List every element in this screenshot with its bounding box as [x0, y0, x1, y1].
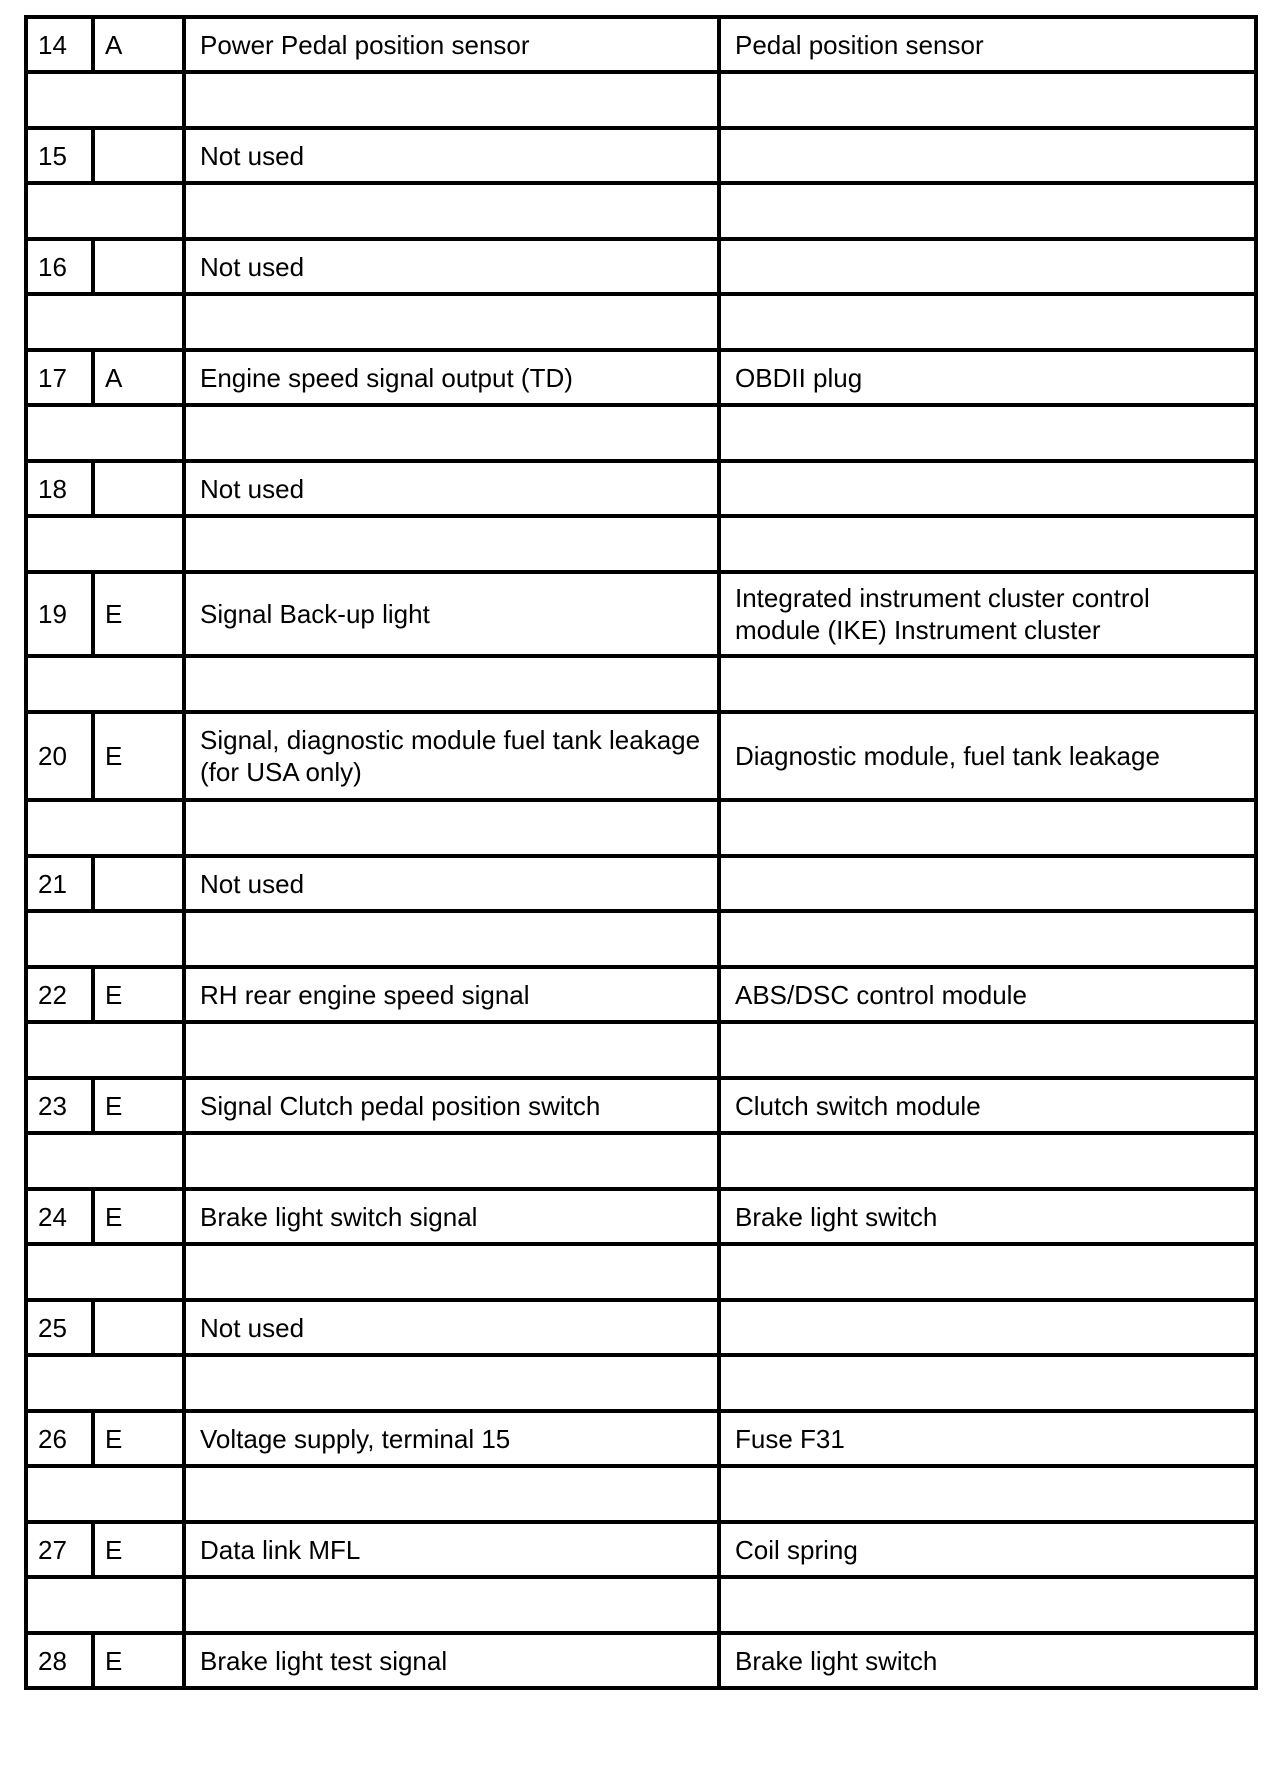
description-cell: Engine speed signal output (TD) — [184, 350, 719, 405]
empty-cell — [719, 1355, 1256, 1411]
signal-type-cell: E — [93, 1522, 184, 1577]
empty-cell — [26, 1133, 184, 1189]
empty-cell — [26, 72, 184, 128]
description-cell: Not used — [184, 856, 719, 911]
table-row — [26, 1189, 1256, 1244]
pin-number-cell: 18 — [26, 461, 93, 516]
empty-cell — [184, 800, 719, 856]
empty-cell — [719, 183, 1256, 239]
component-cell: Integrated instrument cluster control module (IKE) Instrument cluster — [719, 572, 1256, 656]
pin-assignment-table — [24, 15, 1258, 1690]
spacer-row — [26, 1244, 1256, 1300]
signal-type-cell: E — [93, 1411, 184, 1466]
empty-cell — [719, 656, 1256, 712]
empty-cell — [184, 1577, 719, 1633]
empty-cell — [26, 1466, 184, 1522]
component-cell: OBDII plug — [719, 350, 1256, 405]
spacer-row — [26, 911, 1256, 967]
spacer-row — [26, 1022, 1256, 1078]
spacer-row — [26, 800, 1256, 856]
signal-type-cell — [93, 856, 184, 911]
empty-cell — [184, 911, 719, 967]
spacer-row — [26, 1133, 1256, 1189]
empty-cell — [184, 72, 719, 128]
component-cell — [719, 128, 1256, 183]
component-cell: Diagnostic module, fuel tank leakage — [719, 712, 1256, 800]
component-cell: ABS/DSC control module — [719, 967, 1256, 1022]
spacer-row — [26, 516, 1256, 572]
empty-cell — [26, 800, 184, 856]
component-cell — [719, 1300, 1256, 1355]
component-cell — [719, 461, 1256, 516]
empty-cell — [184, 1355, 719, 1411]
signal-type-cell: E — [93, 572, 184, 656]
table-row — [26, 712, 1256, 800]
spacer-row — [26, 1466, 1256, 1522]
table-row — [26, 239, 1256, 294]
component-cell — [719, 239, 1256, 294]
empty-cell — [184, 656, 719, 712]
spacer-row — [26, 405, 1256, 461]
empty-cell — [26, 656, 184, 712]
component-cell: Coil spring — [719, 1522, 1256, 1577]
pin-number-cell: 25 — [26, 1300, 93, 1355]
component-cell: Fuse F31 — [719, 1411, 1256, 1466]
component-cell: Brake light switch — [719, 1633, 1256, 1688]
signal-type-cell — [93, 239, 184, 294]
empty-cell — [719, 516, 1256, 572]
table-row — [26, 350, 1256, 405]
empty-cell — [184, 1466, 719, 1522]
table-row — [26, 17, 1256, 72]
empty-cell — [184, 1133, 719, 1189]
pin-number-cell: 24 — [26, 1189, 93, 1244]
description-cell: Signal Back-up light — [184, 572, 719, 656]
empty-cell — [26, 911, 184, 967]
table-row — [26, 1300, 1256, 1355]
empty-cell — [719, 405, 1256, 461]
pin-number-cell: 20 — [26, 712, 93, 800]
empty-cell — [719, 800, 1256, 856]
empty-cell — [719, 1022, 1256, 1078]
empty-cell — [184, 1244, 719, 1300]
component-cell: Brake light switch — [719, 1189, 1256, 1244]
description-cell: Brake light test signal — [184, 1633, 719, 1688]
empty-cell — [719, 1133, 1256, 1189]
pin-number-cell: 22 — [26, 967, 93, 1022]
table-row — [26, 461, 1256, 516]
pin-number-cell: 28 — [26, 1633, 93, 1688]
empty-cell — [184, 183, 719, 239]
table-row — [26, 128, 1256, 183]
empty-cell — [719, 294, 1256, 350]
signal-type-cell: E — [93, 1633, 184, 1688]
pin-number-cell: 26 — [26, 1411, 93, 1466]
empty-cell — [719, 1577, 1256, 1633]
description-cell: Signal Clutch pedal position switch — [184, 1078, 719, 1133]
empty-cell — [184, 294, 719, 350]
component-cell: Clutch switch module — [719, 1078, 1256, 1133]
empty-cell — [26, 405, 184, 461]
spacer-row — [26, 1355, 1256, 1411]
description-cell: Not used — [184, 239, 719, 294]
description-cell: Power Pedal position sensor — [184, 17, 719, 72]
empty-cell — [26, 1244, 184, 1300]
signal-type-cell: A — [93, 350, 184, 405]
empty-cell — [26, 1022, 184, 1078]
signal-type-cell: E — [93, 1189, 184, 1244]
empty-cell — [184, 1022, 719, 1078]
empty-cell — [26, 1577, 184, 1633]
description-cell: Not used — [184, 1300, 719, 1355]
empty-cell — [719, 1466, 1256, 1522]
pin-number-cell: 17 — [26, 350, 93, 405]
table-row — [26, 967, 1256, 1022]
description-cell: Voltage supply, terminal 15 — [184, 1411, 719, 1466]
empty-cell — [26, 183, 184, 239]
spacer-row — [26, 294, 1256, 350]
empty-cell — [184, 516, 719, 572]
table-row — [26, 572, 1256, 656]
description-cell: Data link MFL — [184, 1522, 719, 1577]
pin-number-cell: 19 — [26, 572, 93, 656]
signal-type-cell: A — [93, 17, 184, 72]
empty-cell — [26, 1355, 184, 1411]
component-cell: Pedal position sensor — [719, 17, 1256, 72]
description-cell: RH rear engine speed signal — [184, 967, 719, 1022]
table-row — [26, 1522, 1256, 1577]
signal-type-cell — [93, 128, 184, 183]
spacer-row — [26, 183, 1256, 239]
signal-type-cell: E — [93, 967, 184, 1022]
empty-cell — [184, 405, 719, 461]
pin-number-cell: 16 — [26, 239, 93, 294]
description-cell: Brake light switch signal — [184, 1189, 719, 1244]
pin-number-cell: 15 — [26, 128, 93, 183]
empty-cell — [26, 294, 184, 350]
spacer-row — [26, 72, 1256, 128]
empty-cell — [719, 72, 1256, 128]
pin-number-cell: 27 — [26, 1522, 93, 1577]
pin-table-body — [26, 17, 1256, 1688]
description-cell: Not used — [184, 461, 719, 516]
spacer-row — [26, 1577, 1256, 1633]
pin-number-cell: 21 — [26, 856, 93, 911]
pin-number-cell: 14 — [26, 17, 93, 72]
table-row — [26, 856, 1256, 911]
empty-cell — [719, 1244, 1256, 1300]
description-cell: Signal, diagnostic module fuel tank leakage (for USA only) — [184, 712, 719, 800]
empty-cell — [26, 516, 184, 572]
component-cell — [719, 856, 1256, 911]
empty-cell — [719, 911, 1256, 967]
table-row — [26, 1411, 1256, 1466]
table-row — [26, 1078, 1256, 1133]
table-row — [26, 1633, 1256, 1688]
signal-type-cell — [93, 461, 184, 516]
spacer-row — [26, 656, 1256, 712]
signal-type-cell — [93, 1300, 184, 1355]
signal-type-cell: E — [93, 1078, 184, 1133]
signal-type-cell: E — [93, 712, 184, 800]
pin-number-cell: 23 — [26, 1078, 93, 1133]
description-cell: Not used — [184, 128, 719, 183]
